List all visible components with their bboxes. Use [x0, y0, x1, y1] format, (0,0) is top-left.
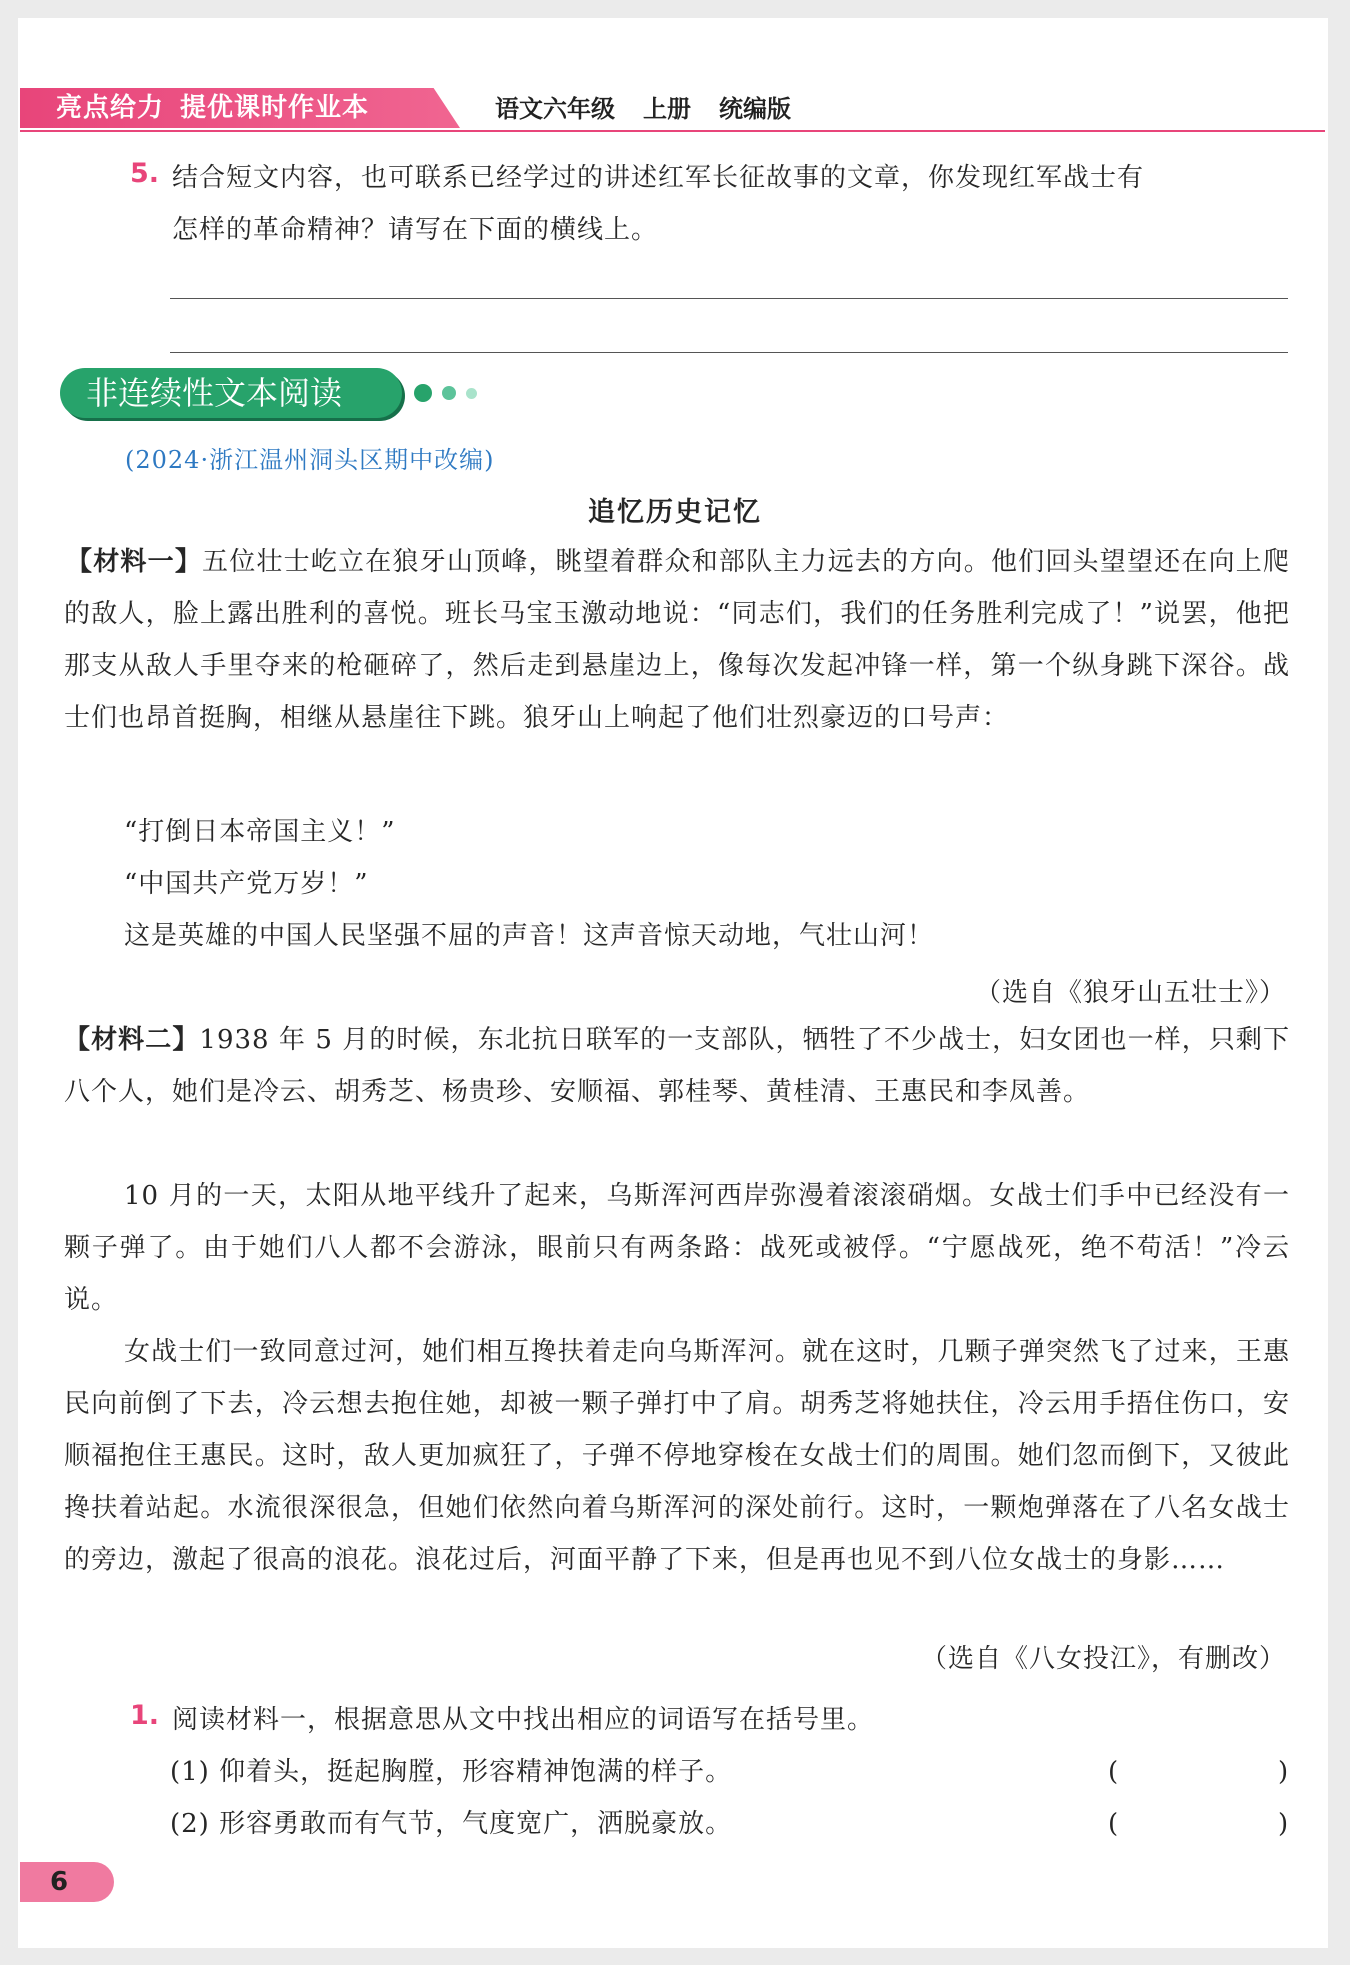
answer-line-1[interactable] — [170, 298, 1288, 299]
subject-label: 语文六年级 — [495, 95, 615, 123]
answer-paren-open[interactable]: ( — [1108, 1809, 1119, 1839]
question-1-number: 1. — [130, 1700, 160, 1731]
dot-decoration — [442, 386, 456, 400]
question-1-prompt: 阅读材料一，根据意思从文中找出相应的词语写在括号里。 — [172, 1705, 875, 1735]
material-2-source: （选自《八女投江》，有删改） — [920, 1644, 1286, 1674]
brand-name: 亮点给力 — [56, 93, 165, 123]
answer-paren-open[interactable]: ( — [1108, 1757, 1119, 1787]
material-1-text: 五位壮士屹立在狼牙山顶峰，眺望着群众和部队主力远去的方向。他们回头望望还在向上爬的敌人，脸上露出胜利的喜悦。班长马宝玉激动地说：“同志们，我们的任务胜利完成了！”说罢，他把那支从敌人手里夺来的枪砸碎了，然后走到悬崖边上，像每次发起冲锋一样，第一个纵身跳下深谷。战士们也昂首挺胸，相继从悬崖往下跳。狼牙山上响起了他们壮烈豪迈的口号声： — [64, 547, 1290, 733]
dot-decoration — [466, 388, 477, 399]
header-book-info — [495, 88, 819, 128]
answer-line-2[interactable] — [170, 352, 1288, 353]
edition-label: 统编版 — [719, 95, 791, 123]
question-1-item-2: (2) 形容勇敢而有气节，气度宽广，洒脱豪放。 — [170, 1809, 733, 1839]
question-1-item-1: (1) 仰着头，挺起胸膛，形容精神饱满的样子。 — [170, 1757, 733, 1787]
slogan-1: “打倒日本帝国主义！” — [124, 817, 396, 847]
material-2-label: 【材料二】 — [64, 1025, 200, 1055]
answer-paren-close: ) — [1278, 1757, 1289, 1787]
material-2-text-1: 1938 年 5 月的时候，东北抗日联军的一支部队，牺牲了不少战士，妇女团也一样，只剩下八个人，她们是冷云、胡秀芝、杨贵珍、安顺福、郭桂琴、黄桂清、王惠民和李凤善。 — [64, 1025, 1290, 1107]
question-5-line-1: 结合短文内容，也可联系已经学过的讲述红军长征故事的文章，你发现红军战士有 — [172, 163, 1145, 193]
header-brand — [56, 88, 385, 128]
slogan-2: “中国共产党万岁！” — [124, 869, 369, 899]
material-2-paragraph-1 — [64, 1014, 1290, 1118]
material-1-paragraph — [64, 536, 1290, 744]
material-1-source: （选自《狼牙山五壮士》） — [974, 978, 1286, 1008]
volume-label: 上册 — [643, 95, 691, 123]
header-rule — [20, 130, 1325, 132]
answer-paren-close: ) — [1278, 1809, 1289, 1839]
article-source: (2024·浙江温州洞头区期中改编) — [125, 446, 495, 474]
article-title: 追忆历史记忆 — [588, 497, 762, 528]
page-number: 6 — [50, 1867, 69, 1897]
material-2-paragraph-3: 女战士们一致同意过河，她们相互搀扶着走向乌斯浑河。就在这时，几颗子弹突然飞了过来，王惠民向前倒了下去，冷云想去抱住她，却被一颗子弹打中了肩。胡秀芝将她扶住，冷云用手捂住伤口，安顺福抱住王惠民。这时，敌人更加疯狂了，子弹不停地穿梭在女战士们的周围。她们忽而倒下，又彼此搀扶着站起。水流很深很急，但她们依然向着乌斯浑河的深处前行。这时，一颗炮弹落在了八名女战士的旁边，激起了很高的浪花。浪花过后，河面平静了下来，但是再也见不到八位女战士的身影…… — [64, 1337, 1290, 1575]
dot-decoration — [414, 384, 432, 402]
question-5-line-2: 怎样的革命精神？请写在下面的横线上。 — [172, 215, 659, 245]
series-name: 提优课时作业本 — [180, 93, 370, 123]
question-5-number: 5. — [130, 158, 160, 189]
material-2-paragraph-2: 10 月的一天，太阳从地平线升了起来，乌斯浑河西岸弥漫着滚滚硝烟。女战士们手中已经没有一颗子弹了。由于她们八人都不会游泳，眼前只有两条路：战死或被俘。“宁愿战死，绝不苟活！”冷云说。 — [64, 1181, 1290, 1315]
material-1-label: 【材料一】 — [66, 547, 203, 577]
material-1-ending: 这是英雄的中国人民坚强不屈的声音！这声音惊天动地，气壮山河！ — [124, 921, 935, 951]
section-title: 非连续性文本阅读 — [86, 374, 343, 412]
